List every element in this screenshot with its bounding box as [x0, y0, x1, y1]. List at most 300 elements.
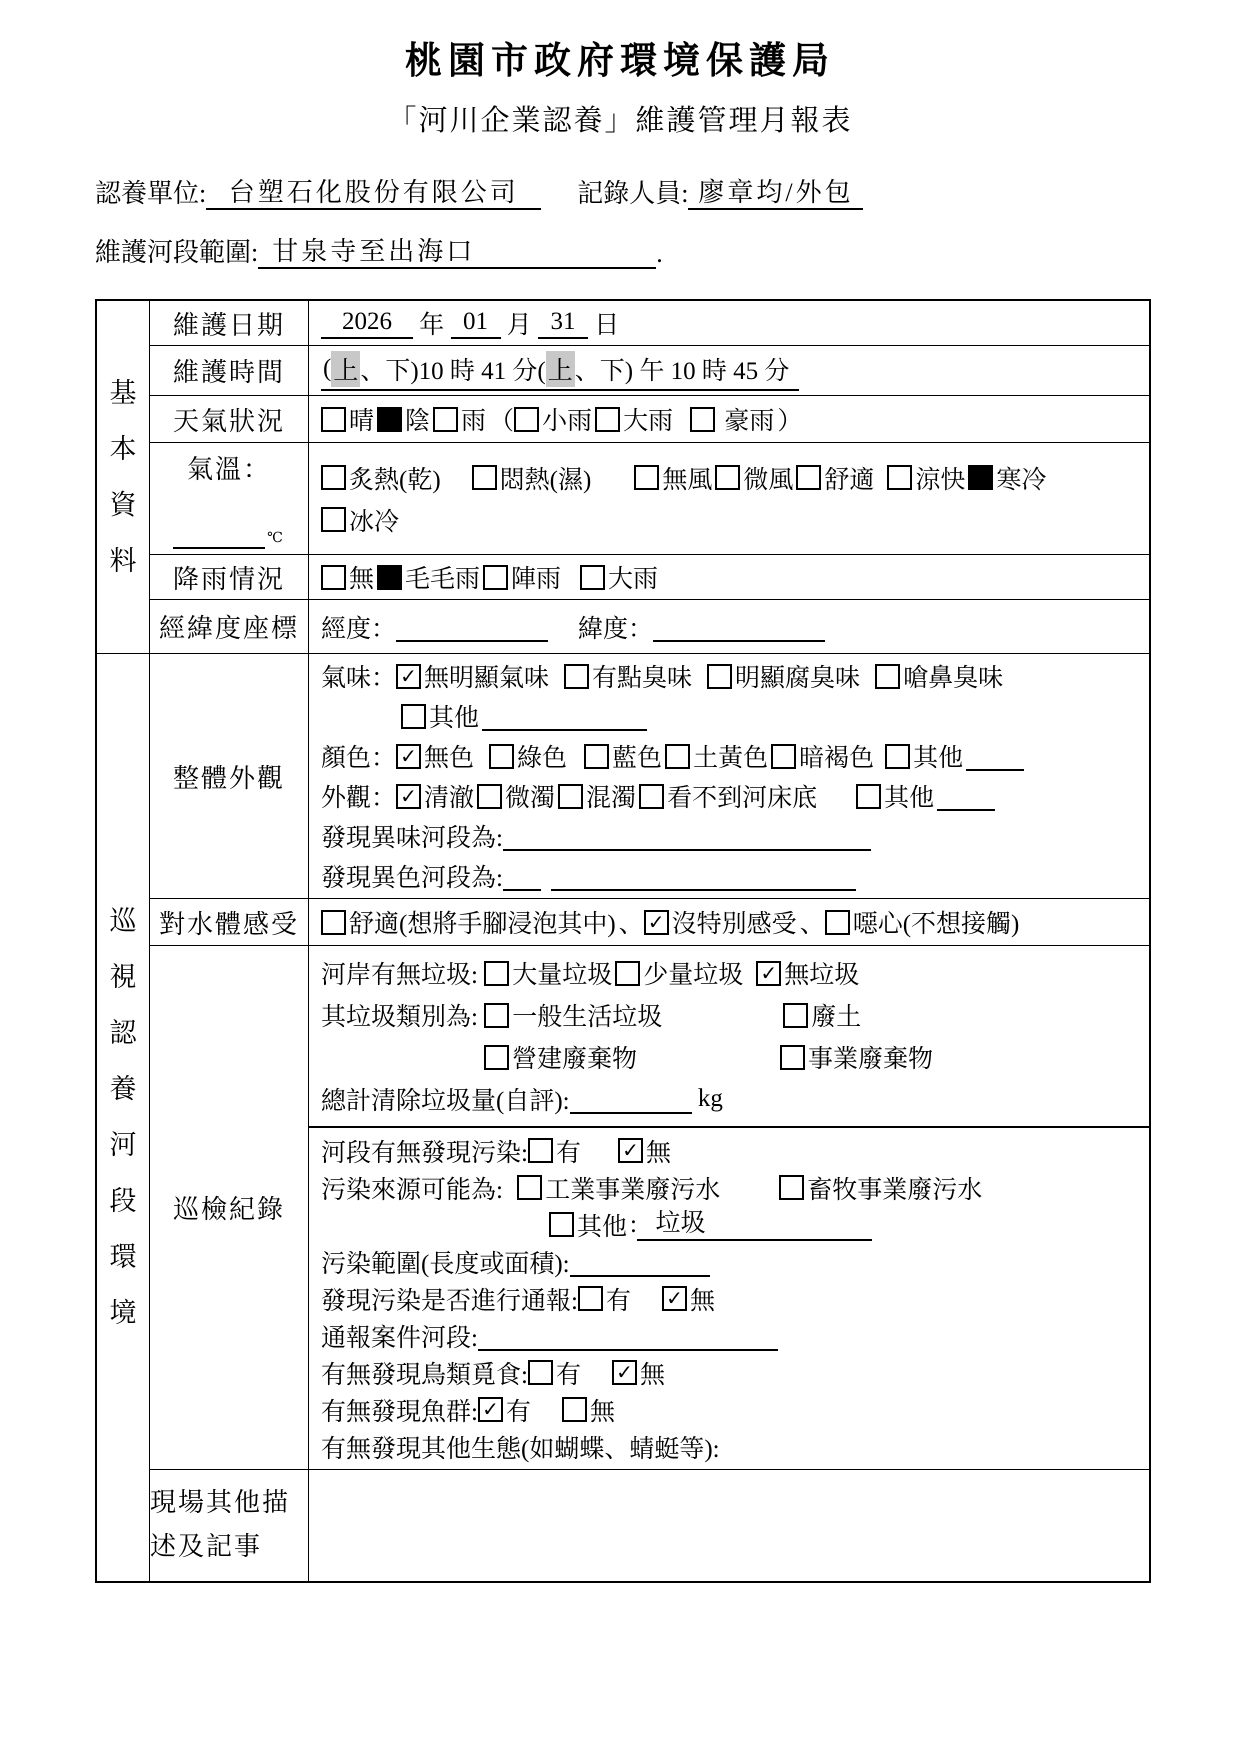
spacer: [676, 419, 690, 420]
checkbox-icon[interactable]: [528, 1360, 553, 1385]
form-line: [321, 816, 1143, 856]
temperature-unit: ℃: [267, 530, 285, 546]
group-basic-info-label: 基本資料: [109, 378, 137, 576]
spacer: [321, 716, 401, 717]
option-label: 微風: [743, 466, 794, 494]
checkbox-icon[interactable]: [321, 910, 346, 935]
checkbox-option[interactable]: [396, 778, 474, 814]
checkbox-option[interactable]: [662, 1281, 715, 1317]
checkbox-icon[interactable]: [477, 784, 502, 809]
checkbox-option[interactable]: [771, 738, 874, 774]
checkbox-option[interactable]: [321, 559, 374, 595]
text: 發現污染是否進行通報:: [321, 1287, 578, 1315]
option-label: 無: [689, 1287, 715, 1315]
checkbox-option[interactable]: [580, 559, 658, 595]
option-label: 其他: [429, 705, 480, 732]
checkbox-option[interactable]: [639, 778, 817, 814]
form-line: [321, 952, 1143, 994]
text: 污染來源可能為:: [321, 1176, 510, 1204]
spacer: [321, 1057, 484, 1058]
checkbox-option[interactable]: [562, 1392, 615, 1428]
checkbox-option[interactable]: [558, 778, 636, 814]
checkbox-option[interactable]: [396, 658, 549, 694]
checkbox-icon[interactable]: [825, 910, 850, 935]
checkbox-icon[interactable]: [321, 465, 346, 490]
option-label: 陰: [405, 408, 431, 435]
spacer: [640, 1057, 780, 1058]
blank-field[interactable]: [570, 1084, 692, 1114]
checkbox-option[interactable]: [472, 460, 592, 496]
spacer: [509, 1187, 517, 1188]
spacer: [541, 876, 551, 877]
form-line: [321, 994, 1143, 1036]
text: 緯度：: [578, 615, 654, 643]
checkbox-icon[interactable]: [856, 784, 881, 809]
checkbox-icon[interactable]: [401, 704, 426, 729]
text: :: [630, 1210, 637, 1238]
form-line: [321, 303, 1143, 343]
blank-field[interactable]: [482, 701, 647, 731]
blank-field[interactable]: [396, 612, 548, 642]
blank-field[interactable]: 01: [451, 307, 501, 339]
row-label-site-notes: 現場其他描述及記事: [150, 1470, 309, 1582]
temperature-value-field[interactable]: [173, 519, 265, 549]
form-line: [321, 1243, 1143, 1280]
recorder-label: 記錄人員:: [577, 179, 689, 208]
form-line: [321, 457, 1143, 499]
text: 河段有無發現污染:: [321, 1139, 528, 1167]
option-label: 有: [505, 1398, 531, 1426]
checkbox-icon[interactable]: [517, 1175, 542, 1200]
cell-temperature: [309, 443, 1151, 555]
checkbox-option[interactable]: [665, 738, 768, 774]
group-patrol: [96, 654, 150, 1582]
blank-field[interactable]: [503, 821, 871, 851]
checkbox-option[interactable]: [612, 1355, 665, 1391]
spacer: [594, 477, 634, 478]
text: 總計清除垃圾量(自評):: [321, 1088, 570, 1115]
option-label: 有: [555, 1361, 581, 1389]
option-label: 無: [349, 566, 375, 593]
option-label: 其他: [884, 785, 935, 812]
checkbox-option[interactable]: [756, 955, 859, 991]
checkbox-icon[interactable]: [639, 784, 664, 809]
form-line: [321, 1317, 1143, 1354]
text: 月: [500, 312, 539, 339]
checkbox-icon[interactable]: [634, 465, 659, 490]
checkbox-option[interactable]: [489, 738, 567, 774]
cell-time: [309, 346, 1151, 396]
text: 有無發現其他生態(如蝴蝶、蜻蜓等):: [321, 1435, 720, 1463]
checkbox-option[interactable]: [825, 904, 1020, 940]
option-label: 清澈: [424, 785, 475, 812]
checkbox-icon[interactable]: [968, 465, 993, 490]
row-label-inspection: 巡檢紀錄: [150, 946, 309, 1470]
spacer: [746, 973, 756, 974]
checkbox-icon[interactable]: [690, 407, 715, 432]
checkbox-option[interactable]: [477, 778, 555, 814]
form-line: [321, 1354, 1143, 1391]
option-label: 晴: [349, 408, 375, 435]
blank-field[interactable]: [551, 861, 856, 891]
option-label: 無: [589, 1398, 615, 1426]
unit-label: 認養單位:: [95, 179, 207, 208]
blank-field[interactable]: 31: [538, 307, 588, 339]
option-label: 炙熱(乾): [349, 466, 441, 494]
text: 發現異味河段為:: [321, 825, 503, 852]
checkbox-icon[interactable]: ✓: [618, 1138, 643, 1163]
checkbox-option[interactable]: [484, 955, 612, 991]
checkbox-option[interactable]: [321, 904, 616, 940]
checkbox-option[interactable]: [707, 658, 860, 694]
checkbox-icon[interactable]: [665, 744, 690, 769]
checkbox-icon[interactable]: [796, 465, 821, 490]
option-label: 有: [555, 1139, 581, 1167]
text: ）: [777, 408, 803, 435]
form-line: [321, 350, 1143, 392]
checkbox-icon[interactable]: [580, 565, 605, 590]
spacer: [877, 756, 885, 757]
header-line-2: [95, 232, 1145, 269]
option-label: 微濁: [505, 785, 556, 812]
option-label: 廢土: [811, 1004, 862, 1031]
form-line: [321, 736, 1143, 776]
form-line: [321, 557, 1143, 597]
checkbox-icon[interactable]: ✓: [396, 784, 421, 809]
spacer: [584, 1372, 612, 1373]
text: 氣味：: [321, 665, 397, 692]
checkbox-icon[interactable]: [875, 664, 900, 689]
checkbox-icon[interactable]: ✓: [612, 1360, 637, 1385]
option-label: 一般生活垃圾: [512, 1004, 663, 1031]
checkbox-icon[interactable]: [578, 1286, 603, 1311]
text: 其垃圾類別為:: [321, 1004, 485, 1031]
checkbox-icon[interactable]: [528, 1138, 553, 1163]
text: 有無發現鳥類覓食:: [321, 1361, 528, 1389]
checkbox-option[interactable]: [377, 559, 480, 595]
checkbox-option[interactable]: [484, 1039, 637, 1075]
form-line: [321, 696, 1143, 736]
spacer: [548, 626, 578, 627]
form-line: [321, 1132, 1143, 1169]
option-label: 營建廢棄物: [512, 1046, 638, 1073]
option-label: 嗆鼻臭味: [903, 665, 1004, 692]
option-label: 寒冷: [996, 466, 1047, 494]
checkbox-icon[interactable]: [885, 744, 910, 769]
text: 經度：: [321, 615, 397, 643]
checkbox-option[interactable]: [779, 1170, 982, 1206]
option-label: 小雨: [542, 408, 593, 435]
recorder-value-field[interactable]: 廖章均/外包: [688, 178, 863, 210]
form-line: [321, 606, 1143, 648]
spacer: [321, 1224, 549, 1225]
checkbox-option[interactable]: [875, 658, 1003, 694]
checkbox-icon[interactable]: [615, 961, 640, 986]
river-range-dot: .: [656, 239, 663, 268]
spacer: [723, 1187, 779, 1188]
cell-site-notes: [309, 1470, 1151, 1582]
inspection-garbage-block: [309, 946, 1149, 1128]
checkbox-icon[interactable]: [321, 565, 346, 590]
checkbox-option[interactable]: [321, 401, 374, 437]
checkbox-option[interactable]: [478, 1392, 531, 1428]
cell-weather: [309, 396, 1151, 443]
checkbox-icon[interactable]: [558, 784, 583, 809]
checkbox-icon[interactable]: [584, 744, 609, 769]
temperature-blank-row: [173, 519, 285, 549]
spacer: [634, 1298, 662, 1299]
checkbox-icon[interactable]: [489, 744, 514, 769]
option-label: 大量垃圾: [512, 962, 613, 989]
spacer: [534, 1409, 562, 1410]
checkbox-icon[interactable]: [549, 1212, 574, 1237]
checkbox-option[interactable]: [595, 401, 673, 437]
form-line: [321, 656, 1143, 696]
checkbox-icon[interactable]: [562, 1397, 587, 1422]
cell-rain: [309, 555, 1151, 600]
blank-field[interactable]: [937, 781, 995, 811]
row-label-coordinates: 經緯度座標: [150, 600, 309, 654]
row-label-water-feel: 對水體感受: [150, 899, 309, 946]
spacer: [552, 676, 564, 677]
checkbox-option[interactable]: [549, 1207, 627, 1243]
spacer: [820, 796, 856, 797]
checkbox-icon[interactable]: [433, 407, 458, 432]
checkbox-option[interactable]: [321, 502, 399, 538]
cell-appearance: [309, 654, 1151, 899]
option-label: 冰冷: [349, 508, 400, 536]
checkbox-icon[interactable]: [514, 407, 539, 432]
checkbox-option[interactable]: [690, 401, 774, 437]
spacer: [877, 477, 887, 478]
form-line: [321, 1206, 1143, 1243]
checkbox-option[interactable]: [887, 460, 965, 496]
blank-field[interactable]: [503, 861, 541, 891]
checkbox-icon[interactable]: [472, 465, 497, 490]
spacer: [863, 676, 875, 677]
blank-field[interactable]: [653, 612, 825, 642]
checkbox-icon[interactable]: [484, 961, 509, 986]
form-line: [321, 856, 1143, 896]
option-label: 噁心(不想接觸): [852, 911, 1020, 938]
text: 顏色：: [321, 745, 397, 772]
shaded-field-text[interactable]: 上: [331, 351, 360, 387]
checkbox-icon[interactable]: ✓: [756, 961, 781, 986]
checkbox-icon[interactable]: ✓: [644, 910, 669, 935]
text: (: [323, 354, 332, 382]
checkbox-option[interactable]: [321, 460, 441, 496]
text: kg: [691, 1085, 723, 1112]
text: 通報案件河段:: [321, 1324, 478, 1352]
form-line: [321, 1280, 1143, 1317]
option-label: 工業事業廢污水: [545, 1176, 721, 1204]
option-label: 舒適(想將手腳浸泡其中): [349, 911, 616, 938]
spacer: [695, 676, 707, 677]
group-basic-info: [96, 300, 150, 654]
option-label: 暗褐色: [799, 745, 875, 772]
form-line: [321, 1169, 1143, 1206]
text: 年: [413, 312, 451, 339]
cell-water-feel: [309, 899, 1151, 946]
checkbox-icon[interactable]: [377, 407, 402, 432]
row-label-weather: 天氣狀況: [150, 396, 309, 443]
unit-value-field[interactable]: 台塑石化股份有限公司: [206, 178, 541, 210]
checkbox-icon[interactable]: [321, 507, 346, 532]
checkbox-option[interactable]: [634, 460, 712, 496]
checkbox-icon[interactable]: [377, 565, 402, 590]
option-label: 藍色: [612, 745, 663, 772]
form-line: [321, 901, 1143, 943]
form-line: [321, 1078, 1143, 1120]
blank-field[interactable]: [966, 741, 1024, 771]
option-label: 無: [639, 1361, 665, 1389]
option-label: 毛毛雨: [405, 566, 481, 593]
option-label: 無色: [424, 745, 475, 772]
checkbox-option[interactable]: [401, 698, 479, 734]
row-label-time: 維護時間: [150, 346, 309, 396]
option-label: 無: [645, 1139, 671, 1167]
form-line: [321, 1428, 1143, 1465]
cell-inspection: [309, 946, 1151, 1470]
option-label: 其他: [913, 745, 964, 772]
checkbox-option[interactable]: [564, 658, 692, 694]
blank-field[interactable]: [570, 1247, 710, 1277]
underlined-field[interactable]: [321, 351, 799, 391]
option-label: 無明顯氣味: [424, 665, 550, 692]
row-label-appearance: 整體外觀: [150, 654, 309, 899]
option-label: 混濁: [586, 785, 637, 812]
page-subtitle: 「河川企業認養」維護管理月報表: [387, 105, 853, 137]
checkbox-icon[interactable]: ✓: [396, 664, 421, 689]
form-line: [321, 1391, 1143, 1428]
checkbox-option[interactable]: [484, 997, 662, 1033]
spacer: [444, 477, 472, 478]
form-line: [321, 776, 1143, 816]
checkbox-option[interactable]: [644, 904, 797, 940]
row-label-temperature: [150, 443, 309, 555]
checkbox-option[interactable]: [528, 1133, 581, 1169]
blank-field[interactable]: 垃圾: [637, 1209, 872, 1241]
text: 、: [799, 911, 825, 938]
checkbox-option[interactable]: [483, 559, 561, 595]
checkbox-icon[interactable]: [484, 1003, 509, 1028]
temperature-label-wrap: [150, 445, 308, 553]
option-label: 悶熱(濕): [499, 466, 592, 494]
spacer: [584, 1150, 618, 1151]
text: 日: [588, 312, 620, 339]
text: 污染範圍(長度或面積):: [321, 1250, 570, 1278]
checkbox-icon[interactable]: [321, 407, 346, 432]
row-label-rain: 降雨情況: [150, 555, 309, 600]
form-line: [321, 1036, 1143, 1078]
checkbox-option[interactable]: [796, 460, 874, 496]
option-label: 事業廢棄物: [808, 1046, 934, 1073]
checkbox-icon[interactable]: [771, 744, 796, 769]
inspection-pollution-block: [309, 1128, 1149, 1469]
option-label: 大雨: [608, 566, 659, 593]
text: 、: [618, 911, 644, 938]
checkbox-option[interactable]: [433, 401, 486, 437]
form-line: [321, 499, 1143, 541]
cell-date: [309, 300, 1151, 346]
checkbox-option[interactable]: [856, 778, 934, 814]
form-line: [321, 398, 1143, 440]
shaded-field-text[interactable]: 上: [546, 351, 575, 387]
option-label: 看不到河床底: [667, 785, 818, 812]
checkbox-option[interactable]: [514, 401, 592, 437]
option-label: 豪雨: [718, 408, 775, 435]
text: 有無發現魚群:: [321, 1398, 478, 1426]
checkbox-icon[interactable]: ✓: [396, 744, 421, 769]
checkbox-icon[interactable]: [779, 1175, 804, 1200]
checkbox-option[interactable]: [780, 1039, 933, 1075]
option-label: 陣雨: [511, 566, 562, 593]
checkbox-option[interactable]: [783, 997, 861, 1033]
option-label: 無風: [662, 466, 713, 494]
checkbox-icon[interactable]: [780, 1045, 805, 1070]
checkbox-option[interactable]: [578, 1281, 631, 1317]
checkbox-option[interactable]: [396, 738, 474, 774]
river-range-label: 維護河段範圍:: [95, 238, 259, 267]
page-title: 桃園市政府環境保護局: [405, 41, 835, 82]
option-label: 其他: [577, 1213, 628, 1241]
checkbox-option[interactable]: [715, 460, 793, 496]
option-label: 舒適: [824, 466, 875, 494]
option-label: 土黃色: [693, 745, 769, 772]
text: （: [489, 408, 515, 435]
temperature-label: 氣溫：: [186, 454, 271, 484]
checkbox-icon[interactable]: [484, 1045, 509, 1070]
group-patrol-label: 巡視認養河段環境: [109, 906, 137, 1329]
checkbox-option[interactable]: [618, 1133, 671, 1169]
checkbox-option[interactable]: [517, 1170, 720, 1206]
checkbox-option[interactable]: [377, 401, 430, 437]
checkbox-icon[interactable]: [483, 565, 508, 590]
checkbox-icon[interactable]: [783, 1003, 808, 1028]
checkbox-option[interactable]: [615, 955, 743, 991]
option-label: 少量垃圾: [643, 962, 744, 989]
text: 、下)10 時 41 分(: [360, 357, 546, 385]
blank-field[interactable]: [478, 1321, 778, 1351]
option-label: 明顯腐臭味: [735, 665, 861, 692]
spacer: [570, 756, 584, 757]
row-label-date: 維護日期: [150, 300, 309, 346]
report-table: [95, 299, 1151, 1583]
header-line-1: [95, 173, 1145, 210]
option-label: 綠色: [517, 745, 568, 772]
text: 河岸有無垃圾:: [321, 962, 485, 989]
option-label: 雨: [461, 408, 487, 435]
checkbox-icon[interactable]: [887, 465, 912, 490]
checkbox-option[interactable]: [584, 738, 662, 774]
option-label: 有點臭味: [592, 665, 693, 692]
checkbox-icon[interactable]: [564, 664, 589, 689]
river-range-field[interactable]: 甘泉寺至出海口: [258, 237, 656, 269]
option-label: 無垃圾: [784, 962, 860, 989]
checkbox-option[interactable]: [528, 1355, 581, 1391]
checkbox-icon[interactable]: [707, 664, 732, 689]
blank-field[interactable]: 2026: [321, 307, 413, 339]
option-label: 畜牧事業廢污水: [807, 1176, 983, 1204]
checkbox-option[interactable]: [885, 738, 963, 774]
checkbox-icon[interactable]: [595, 407, 620, 432]
text: 外觀：: [321, 785, 397, 812]
checkbox-icon[interactable]: [715, 465, 740, 490]
checkbox-icon[interactable]: ✓: [662, 1286, 687, 1311]
spacer: [477, 756, 489, 757]
checkbox-option[interactable]: [968, 460, 1046, 496]
checkbox-icon[interactable]: ✓: [478, 1397, 503, 1422]
